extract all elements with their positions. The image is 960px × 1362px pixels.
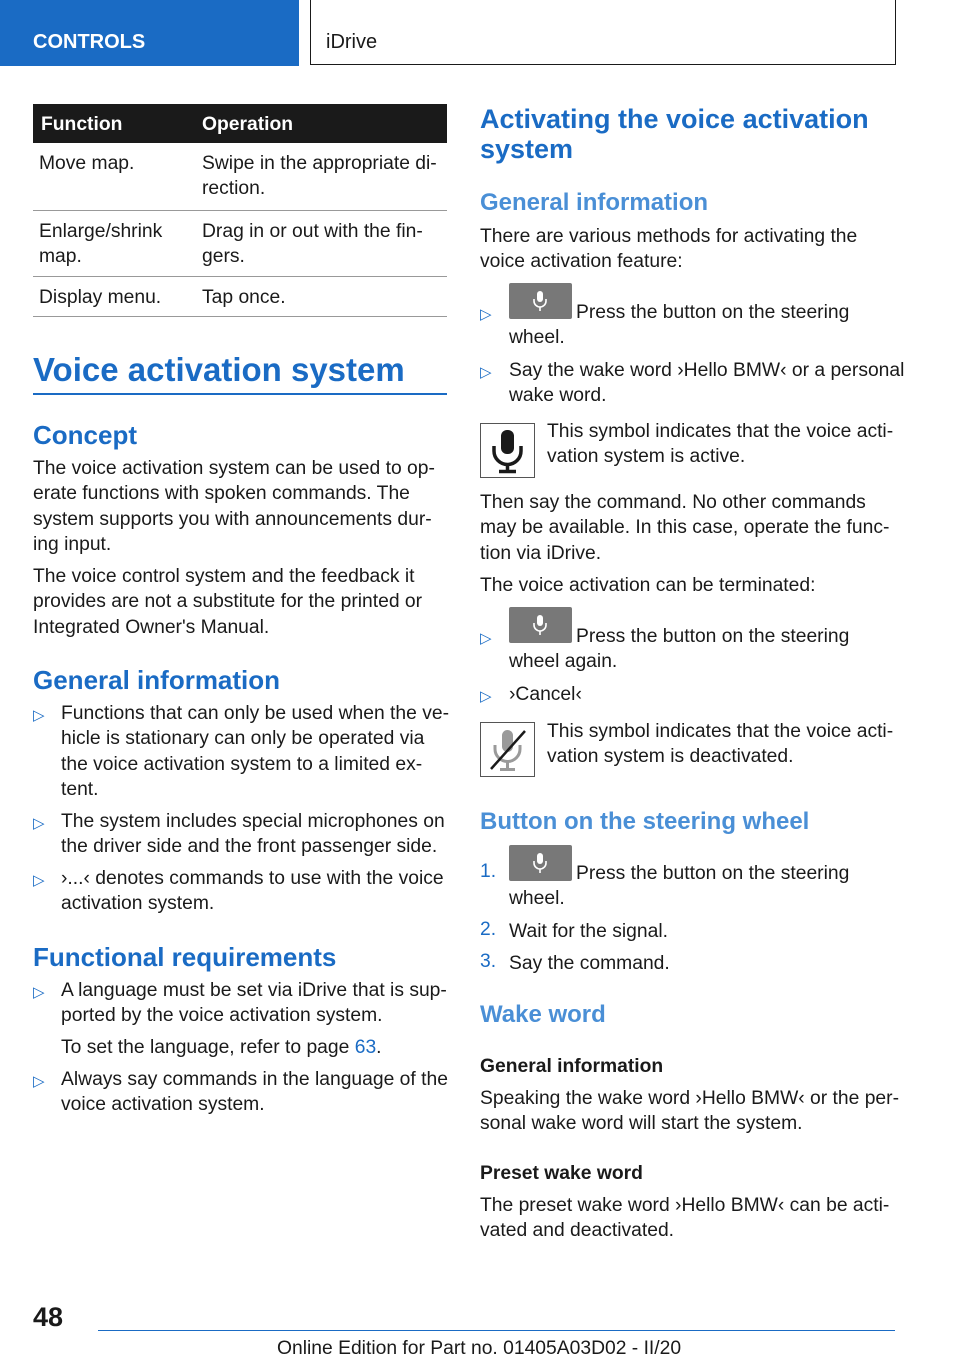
triangle-right-icon: ▷ [480,306,492,323]
reference-text: To set the language, refer to page [61,1037,355,1058]
gesture-table [33,104,447,317]
triangle-right-icon: ▷ [33,872,45,889]
table-row [33,277,447,317]
right-general-heading: General information [480,189,709,216]
table-header-function: Function [41,114,123,135]
table-header [33,104,447,143]
active-symbol-text: This symbol indicates that the voice acti- vation system is active. [547,421,894,468]
title-rule [33,393,447,395]
deactivated-symbol-text: This symbol indicates that the voice acti- vation system is deactivated. [547,721,894,768]
triangle-right-icon: ▷ [33,1073,45,1090]
edition-text: Online Edition for Part no. 01405A03D02 - II/20 [277,1338,682,1359]
requirement-item-1: A language must be set via iDrive that is sup- ported by the voice activation system. [61,980,447,1027]
triangle-right-icon: ▷ [33,815,45,832]
button-heading: Button on the steering wheel [480,808,810,835]
table-cell-function: Enlarge/shrink map. [39,221,163,268]
footer-rule [98,1330,895,1331]
reference-suffix: . [376,1037,382,1058]
triangle-right-icon: ▷ [480,364,492,381]
activating-title: Activating the voice activation system [480,104,869,164]
step-text: Wait for the signal. [509,921,668,942]
general-item-1: Functions that can only be used when the ve- hicle is stationary can only be operated via the voice activation system to a limited ex- tent. [61,703,450,800]
concept-heading: Concept [33,420,137,450]
then-paragraph: Then say the command. No other commands may be available. In this case, operate the func- tion via iDrive. [480,492,890,564]
step-text: Press the button on the steering wheel. [509,863,850,910]
table-header-operation: Operation [202,114,294,135]
microphone-muted-icon [480,722,535,777]
wake-general-heading: General information [480,1056,664,1077]
page-header [0,0,960,66]
step-text: Say the command. [509,953,670,974]
triangle-right-icon: ▷ [33,707,45,724]
table-cell-function: Display menu. [39,287,162,308]
terminate-item-2: ›Cancel‹ [509,684,582,705]
requirement-item-1-reference [61,1035,451,1060]
preset-paragraph: The preset wake word ›Hello BMW‹ can be acti- vated and deactivated. [480,1195,890,1242]
triangle-right-icon: ▷ [480,688,492,705]
preset-heading: Preset wake word [480,1163,643,1184]
table-cell-operation: Drag in or out with the fin- gers. [202,221,423,268]
section-tab: CONTROLS [0,0,299,66]
requirements-heading: Functional requirements [33,942,337,972]
table-row [33,143,447,211]
triangle-right-icon: ▷ [33,984,45,1001]
section-title: Voice activation system [33,351,405,388]
step-number: 2. [480,919,497,940]
page-number: 48 [33,1302,64,1332]
wake-word-heading: Wake word [480,1001,606,1028]
activation-item-1: Press the button on the steering wheel. [509,302,850,349]
table-cell-operation: Tap once. [202,287,286,308]
chapter-tab: iDrive [310,0,896,65]
activation-item-2: Say the wake word ›Hello BMW‹ or a personal wake word. [509,360,905,407]
table-cell-operation: Swipe in the appropriate di- rection. [202,153,437,200]
terminate-item-1: Press the button on the steering wheel again. [509,626,850,673]
concept-paragraph-1: The voice activation system can be used to op- erate functions with spoken commands. The system supports you with announcements dur- ing input. [33,458,435,555]
triangle-right-icon: ▷ [480,630,492,647]
requirement-item-2: Always say commands in the language of the voice activation system. [61,1069,448,1116]
concept-paragraph-2: The voice control system and the feedback it provides are not a substitute for the printed or Integrated Owner's Manual. [33,566,423,638]
general-item-3: ›...‹ denotes commands to use with the voice activation system. [61,868,444,915]
general-item-2: The system includes special microphones on the driver side and the front passenger side. [61,811,445,858]
table-cell-function: Move map. [39,153,135,174]
step-number: 3. [480,951,497,972]
general-info-heading: General information [33,665,281,695]
terminate-paragraph: The voice activation can be terminated: [480,575,816,596]
step-number: 1. [480,861,497,882]
microphone-active-icon [480,423,535,478]
page-link[interactable]: 63 [354,1037,377,1058]
wake-general-paragraph: Speaking the wake word ›Hello BMW‹ or the per- sonal wake word will start the system. [480,1088,899,1135]
table-row [33,211,447,277]
right-general-paragraph: There are various methods for activating the voice activation feature: [480,226,858,273]
